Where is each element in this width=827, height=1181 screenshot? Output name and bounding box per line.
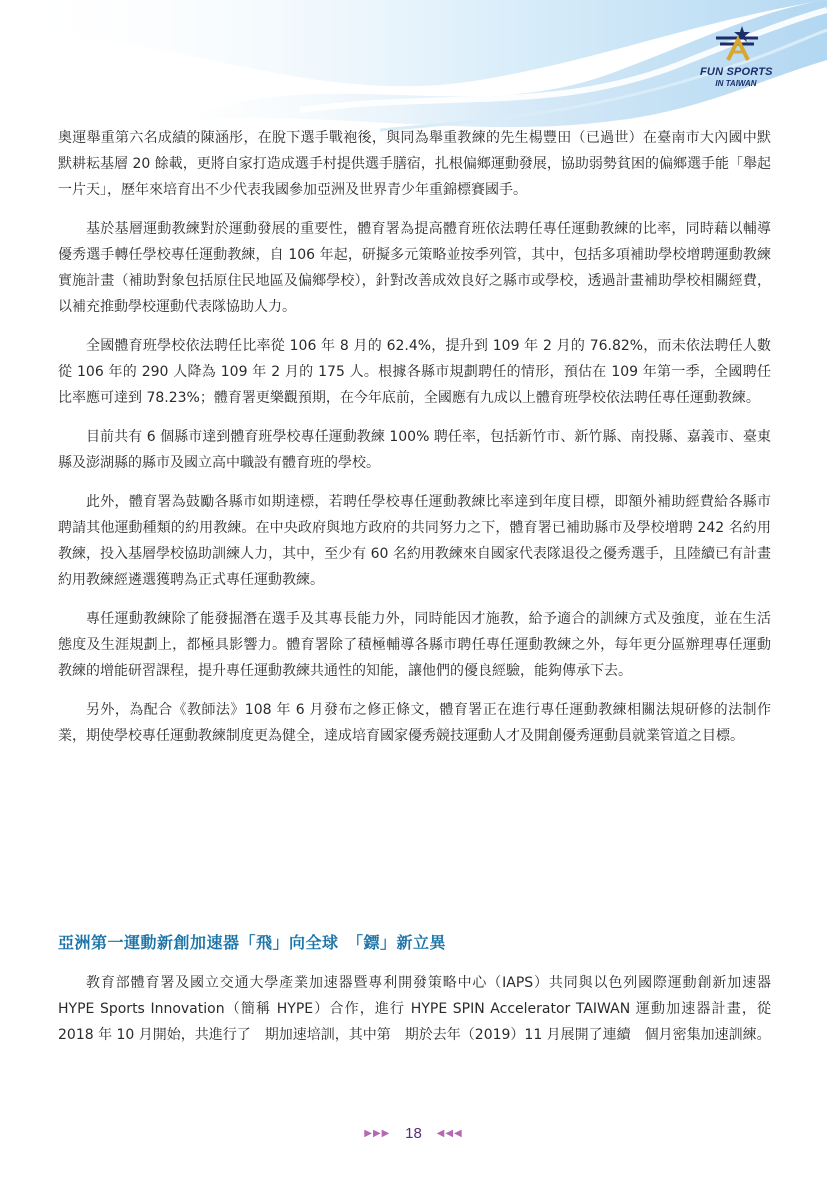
logo-title: FUN SPORTS: [700, 66, 773, 78]
logo-subtitle: IN TAIWAN: [715, 79, 757, 88]
section-body: [58, 970, 771, 1061]
paragraph: 目前共有 6 個縣市達到體育班學校專任運動教練 100% 聘任率，包括新竹市、新竹縣、南投縣、嘉義市、臺東縣及澎湖縣的縣市及國立高中職設有體育班的學校。: [58, 429, 771, 471]
page-footer: [0, 1124, 827, 1142]
paragraph: 教育部體育署及國立交通大學產業加速器暨專利開發策略中心（IAPS）共同與以色列國際運動創新加速器 HYPE Sports Innovation（簡稱 HYPE）合作，進行 HYPE SPIN Accelerator TAIWAN 運動加速器計畫，從 2018 年 10 月開始，共進行了 期加速培訓，其中第 期於去年（2019）11 月展開了連續 個月密集加速訓練。: [58, 975, 771, 1043]
footer-right-arrows-icon: ◀◀◀: [436, 1128, 463, 1139]
paragraph: 全國體育班學校依法聘任比率從 106 年 8 月的 62.4%，提升到 109 年 2 月的 76.82%，而未依法聘任人數從 106 年的 290 人降為 109 年 2 月的 175 人。根據各縣市規劃聘任的情形，預估在 109 年第一季，全國聘任比率應可達到 78.23%；體育署更樂觀預期，在今年底前，全國應有九成以上體育班學校依法聘任專任運動教練。: [58, 338, 771, 406]
article-body: [58, 125, 771, 762]
footer-left-arrows-icon: ▶▶▶: [364, 1128, 391, 1139]
page-number: 18: [405, 1125, 422, 1142]
fun-sports-logo: [700, 24, 772, 90]
paragraph: 此外，體育署為鼓勵各縣市如期達標，若聘任學校專任運動教練比率達到年度目標，即額外補助經費給各縣市聘請其他運動種類的約用教練。在中央政府與地方政府的共同努力之下，體育署已補助縣市及學校增聘 242 名約用教練，投入基層學校協助訓練人力，其中，至少有 60 名約用教練來自國家代表隊退役之優秀選手，且陸續已有計畫約用教練經遴選獲聘為正式專任運動教練。: [58, 494, 771, 588]
paragraph: 奧運舉重第六名成績的陳涵彤，在脫下選手戰袍後，與同為舉重教練的先生楊豐田（已過世）在臺南市大內國中默默耕耘基層 20 餘載，更將自家打造成選手村提供選手膳宿，扎根偏鄉運動發展，協助弱勢貧困的偏鄉選手能「舉起一片天」，歷年來培育出不少代表我國參加亞洲及世界青少年重錦標賽國手。: [58, 130, 771, 198]
section-heading: 亞洲第一運動新創加速器「飛」向全球 「鏢」新立異: [58, 933, 447, 952]
logo-runner-icon: [710, 24, 764, 62]
paragraph: 基於基層運動教練對於運動發展的重要性，體育署為提高體育班依法聘任專任運動教練的比率，同時藉以輔導優秀選手轉任學校專任運動教練，自 106 年起，研擬多元策略並按季列管，其中，包括多項補助學校增聘運動教練實施計畫（補助對象包括原住民地區及偏鄉學校），針對改善成效良好之縣市或學校，透過計畫補助學校相關經費，以補充推動學校運動代表隊協助人力。: [58, 221, 771, 315]
paragraph: 專任運動教練除了能發掘潛在選手及其專長能力外，同時能因才施教，給予適合的訓練方式及強度，並在生活態度及生涯規劃上，都極具影響力。體育署除了積極輔導各縣市聘任專任運動教練之外，每年更分區辦理專任運動教練的增能研習課程，提升專任運動教練共通性的知能，讓他們的優良經驗，能夠傳承下去。: [58, 611, 771, 679]
paragraph: 另外，為配合《教師法》108 年 6 月發布之修正條文，體育署正在進行專任運動教練相關法規研修的法制作業，期使學校專任運動教練制度更為健全，達成培育國家優秀競技運動人才及開創優秀運動員就業管道之目標。: [58, 702, 771, 744]
